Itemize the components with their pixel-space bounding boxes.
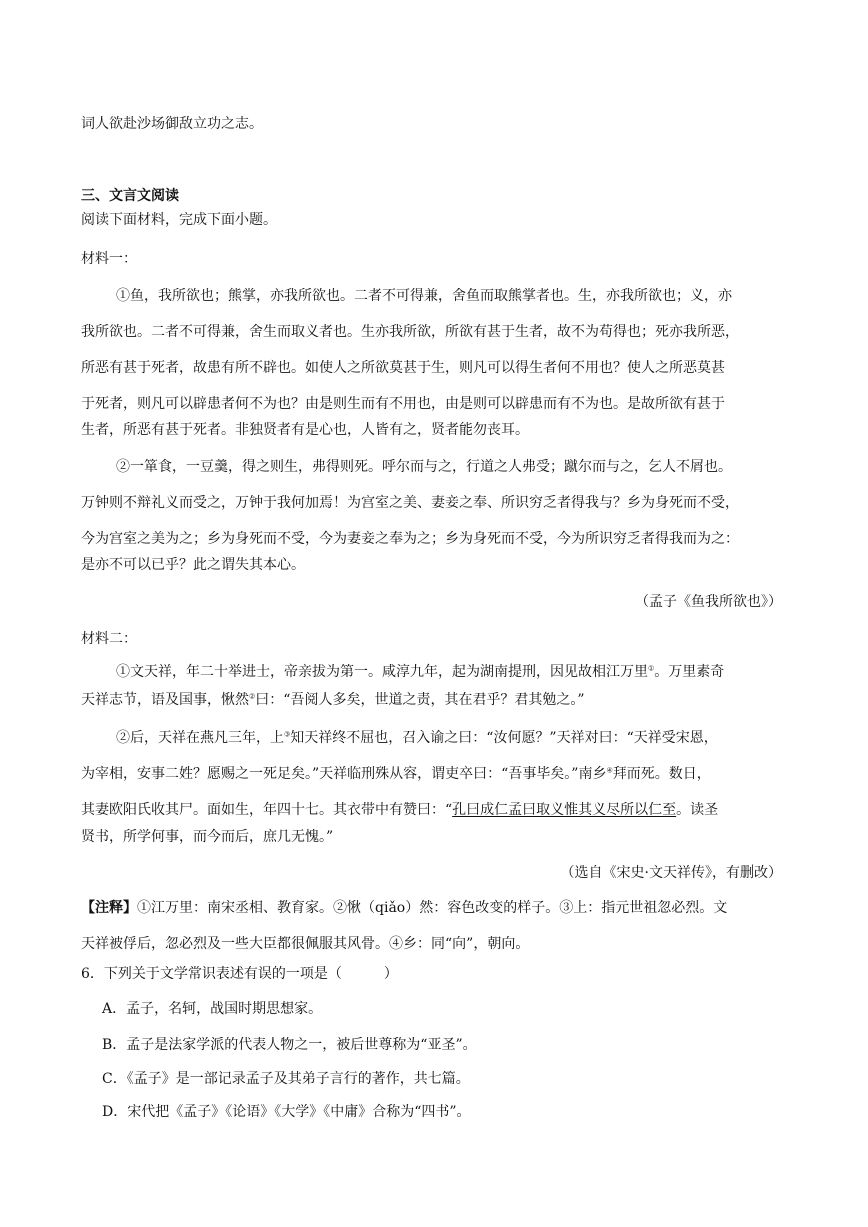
underlined-sentence: 孔曰成仁孟曰取义惟其义尽所以仁至 (452, 802, 677, 818)
material1-p1-line: 于死者，则凡可以辟患者何不为也？由是则生而有不用也，由是则可以辟患而有不为也。是故所欲有甚于 (81, 396, 725, 412)
material1-p1-line: ①鱼，我所欲也；熊掌，亦我所欲也。二者不可得兼，舍鱼而取熊掌者也。生，亦我所欲也；义，亦 (116, 288, 732, 304)
material1-p2-line: 万钟则不辩礼义而受之，万钟于我何加焉！为宫室之美、妻妾之奉、所识穷乏者得我与？乡为身死而不受， (81, 495, 739, 511)
question6-option-b: B．孟子是法家学派的代表人物之一，被后世尊称为“亚圣”。 (102, 1037, 477, 1053)
material1-label: 材料一： (81, 251, 137, 267)
material2-label: 材料二： (81, 631, 137, 647)
section-instruction: 阅读下面材料，完成下面小题。 (81, 212, 277, 228)
material2-p2-line2: 为宰相，安事二姓？愿赐之一死足矣。”天祥临刑殊从容，谓吏卒曰：“吾事毕矣。”南乡④拜而死。数日， (81, 766, 711, 782)
material1-p1-line: 所恶有甚于死者，故患有所不辟也。如使人之所欲莫甚于生，则凡可以得生者何不用也？使人之所恶莫甚 (81, 360, 725, 376)
material1-p2-line: ②一箪食，一豆羹，得之则生，弗得则死。呼尔而与之，行道之人弗受；蹴尔而与之，乞人不屑也。 (116, 459, 732, 475)
question6-option-d: D．宋代把《孟子》《论语》《大学》《中庸》合称为“四书”。 (102, 1104, 471, 1120)
question6-stem: 6．下列关于文学常识表述有误的一项是（ ） (81, 966, 398, 982)
intro-tail: 词人欲赴沙场御敌立功之志。 (81, 116, 263, 132)
material2-p1-line1: ①文天祥，年二十举进士，帝亲拔为第一。咸淳九年，起为湖南提刑，因见故相江万里①。万里素奇 (116, 664, 725, 680)
notes-line2: 天祥被俘后，忽必烈及一些大臣都很佩服其风骨。④乡：同“向”，朝向。 (81, 936, 530, 952)
question6-option-a: A．孟子，名轲，战国时期思想家。 (102, 1001, 323, 1017)
material2-p2-line4: 贤书，所学何事，而今而后，庶几无愧。” (81, 829, 334, 845)
notes-label: 【注释】 (81, 900, 137, 916)
material2-p1-line2: 天祥志节，语及国事，愀然②曰：“吾阅人多矣，世道之责，其在君乎？君其勉之。” (81, 692, 585, 708)
material1-p2-line: 今为宫室之美为之；乡为身死而不受，今为妻妾之奉为之；乡为身死而不受，今为所识穷乏者得我而为之： (81, 531, 739, 547)
footnote-ref: ③ (284, 730, 291, 739)
question6-option-c: C．《孟子》是一部记录孟子及其弟子言行的著作，共七篇。 (102, 1071, 470, 1087)
section-heading: 三、文言文阅读 (81, 188, 179, 204)
material2-source: （选自《宋史·文天祥传》，有删改） (560, 865, 782, 881)
footnote-ref: ④ (606, 766, 613, 775)
notes-line1: 【注释】①江万里：南宋丞相、教育家。②愀（qiǎo）然：容色改变的样子。③上：指元世祖忽必烈。文 (81, 900, 728, 916)
material1-p1-line: 生者，所恶有甚于死者。非独贤者有是心也，人皆有之，贤者能勿丧耳。 (81, 422, 529, 438)
footnote-ref: ② (249, 692, 256, 701)
material1-p2-line: 是亦不可以已乎？此之谓失其本心。 (81, 557, 305, 573)
footnote-ref: ① (648, 664, 655, 673)
material2-p2-line3: 其妻欧阳氏收其尸。面如生，年四十七。其衣带中有赞曰：“孔曰成仁孟曰取义惟其义尽所以仁至。读圣 (81, 802, 719, 818)
material1-p1-line: 我所欲也。二者不可得兼，舍生而取义者也。生亦我所欲，所欲有甚于生者，故不为苟得也；死亦我所恶， (81, 324, 739, 340)
material1-source: （孟子《鱼我所欲也》） (635, 594, 782, 610)
material2-p2-line1: ②后，天祥在燕凡三年，上③知天祥终不屈也，召入谕之曰：“汝何愿？”天祥对曰：“天祥受宋恩， (116, 730, 718, 746)
